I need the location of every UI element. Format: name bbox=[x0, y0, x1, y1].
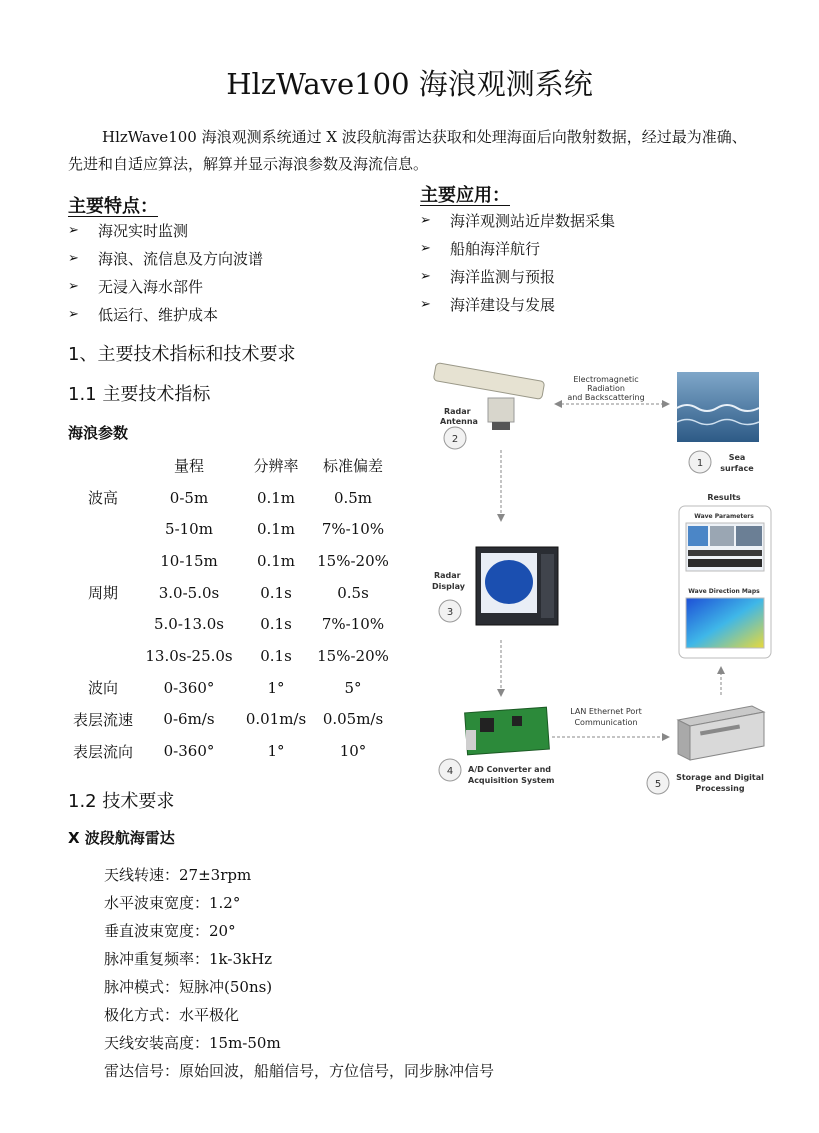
table-row bbox=[68, 482, 394, 514]
header-empty bbox=[68, 450, 138, 482]
feature-item: ➢ 低运行、维护成本 bbox=[68, 301, 263, 329]
cell-range: 10-15m bbox=[160, 551, 218, 570]
row-label: 波高 bbox=[87, 489, 118, 508]
wave-params-table bbox=[68, 450, 394, 767]
row-label bbox=[68, 545, 138, 577]
application-item: ➢ 船舶海洋航行 bbox=[420, 235, 615, 263]
table-row bbox=[68, 735, 394, 767]
cell-range: 0-360° bbox=[163, 678, 215, 697]
cell-resolution: 1° bbox=[267, 678, 285, 697]
cell-std: 15%-20% bbox=[317, 551, 389, 570]
radar-spec-item: 脉冲重复频率：1k-3kHz bbox=[104, 950, 273, 968]
table-row bbox=[68, 640, 394, 672]
cell-std: 0.5m bbox=[333, 488, 373, 507]
storage-label-2: Processing bbox=[695, 784, 745, 793]
row-label bbox=[68, 608, 138, 640]
applications-heading: 主要应用： bbox=[420, 185, 510, 206]
wave-dir-panel-title: Wave Direction Maps bbox=[688, 588, 760, 595]
header-resolution: 分辨率 bbox=[253, 457, 299, 476]
row-label: 周期 bbox=[87, 584, 118, 603]
cell-range: 5.0-13.0s bbox=[153, 615, 225, 634]
cell-range: 3.0-5.0s bbox=[158, 583, 220, 602]
cell-resolution: 0.1s bbox=[260, 583, 292, 602]
sea-surface-image bbox=[677, 372, 759, 442]
ad-converter-board-icon bbox=[465, 707, 550, 755]
wave-params-chart bbox=[686, 523, 764, 571]
cell-std: 5° bbox=[344, 678, 362, 697]
table-row bbox=[68, 672, 394, 704]
header-std: 标准偏差 bbox=[322, 457, 383, 476]
features-list bbox=[68, 217, 263, 329]
application-item: ➢ 海洋观测站近岸数据采集 bbox=[420, 207, 615, 235]
storage-label-1: Storage and Digital bbox=[676, 773, 764, 782]
features-heading: 主要特点： bbox=[68, 196, 158, 217]
row-label: 表层流向 bbox=[72, 742, 133, 761]
cell-resolution: 0.1s bbox=[260, 615, 292, 634]
row-label: 波向 bbox=[87, 679, 118, 698]
row-label: 表层流速 bbox=[72, 710, 133, 729]
radar-spec-item: 脉冲模式：短脉冲(50ns) bbox=[104, 978, 273, 996]
cell-range: 0-360° bbox=[163, 742, 215, 761]
applications-list bbox=[420, 207, 615, 319]
radar-heading: X 波段航海雷达 bbox=[68, 829, 175, 847]
cell-range: 5-10m bbox=[165, 520, 213, 539]
antenna-label-2: Antenna bbox=[440, 417, 478, 426]
radar-display-icon bbox=[476, 547, 558, 625]
header-range: 量程 bbox=[173, 457, 204, 476]
wave-params-heading: 海浪参数 bbox=[68, 424, 129, 442]
sea-label-2: surface bbox=[720, 464, 754, 473]
table-row bbox=[68, 704, 394, 736]
ad-label-2: Acquisition System bbox=[468, 776, 555, 785]
lan-label-2: Communication bbox=[574, 718, 638, 727]
antenna-num: 2 bbox=[451, 434, 459, 445]
cell-std: 10° bbox=[339, 742, 367, 761]
radar-spec-item: 极化方式：水平极化 bbox=[104, 1006, 240, 1024]
display-label-1: Radar bbox=[434, 571, 461, 580]
cell-std: 0.05m/s bbox=[322, 710, 384, 729]
page-title: HlzWave100 海浪观测系统 bbox=[226, 67, 593, 101]
cell-resolution: 0.1m bbox=[256, 488, 296, 507]
radar-spec-item: 雷达信号：原始回波，船艏信号，方位信号，同步脉冲信号 bbox=[104, 1062, 495, 1080]
radar-spec-item: 水平波束宽度：1.2° bbox=[104, 894, 241, 912]
cell-resolution: 0.1s bbox=[260, 646, 292, 665]
cell-resolution: 1° bbox=[267, 742, 285, 761]
lan-label-1: LAN Ethernet Port bbox=[570, 707, 642, 716]
cell-range: 13.0s-25.0s bbox=[145, 646, 233, 665]
radar-spec-list bbox=[104, 861, 494, 1085]
results-title: Results bbox=[707, 493, 741, 502]
section-1-heading: 1、主要技术指标和技术要求 bbox=[68, 344, 296, 365]
section-1-1-heading: 1.1 主要技术指标 bbox=[68, 384, 211, 405]
em-label-3: and Backscattering bbox=[567, 393, 645, 402]
radar-spec-item: 垂直波束宽度：20° bbox=[104, 922, 236, 940]
cell-resolution: 0.01m/s bbox=[245, 710, 307, 729]
cell-std: 15%-20% bbox=[317, 646, 389, 665]
cell-std: 7%-10% bbox=[321, 615, 385, 634]
display-num: 3 bbox=[446, 607, 454, 618]
cell-range: 0-6m/s bbox=[163, 710, 215, 729]
application-item: ➢ 海洋监测与预报 bbox=[420, 263, 615, 291]
feature-item: ➢ 海况实时监测 bbox=[68, 217, 263, 245]
cell-resolution: 0.1m bbox=[256, 520, 296, 539]
system-diagram bbox=[420, 360, 780, 810]
section-1-2-heading: 1.2 技术要求 bbox=[68, 791, 175, 812]
display-label-2: Display bbox=[432, 582, 465, 591]
table-row bbox=[68, 608, 394, 640]
ad-label-1: A/D Converter and bbox=[468, 765, 551, 774]
table-row bbox=[68, 545, 394, 577]
feature-item: ➢ 无浸入海水部件 bbox=[68, 273, 263, 301]
radar-spec-item: 天线转速：27±3rpm bbox=[104, 866, 252, 884]
radar-spec-item: 天线安装高度：15m-50m bbox=[104, 1034, 281, 1052]
antenna-label-1: Radar bbox=[444, 407, 471, 416]
ad-num: 4 bbox=[446, 766, 454, 777]
feature-item: ➢ 海浪、流信息及方向波谱 bbox=[68, 245, 263, 273]
cell-resolution: 0.1m bbox=[256, 551, 296, 570]
storage-num: 5 bbox=[654, 779, 662, 790]
wave-params-panel-title: Wave Parameters bbox=[694, 513, 754, 520]
sea-label-1: Sea bbox=[728, 453, 746, 462]
server-icon bbox=[678, 706, 764, 760]
intro-paragraph: HlzWave100 海浪观测系统通过 X 波段航海雷达获取和处理海面后向散射数据，经过最为准确、先进和自适应算法，解算并显示海浪参数及海流信息。 bbox=[68, 128, 747, 173]
cell-std: 0.5s bbox=[337, 583, 369, 602]
application-item: ➢ 海洋建设与发展 bbox=[420, 291, 615, 319]
table-header-row bbox=[68, 450, 394, 482]
table-row bbox=[68, 577, 394, 609]
cell-std: 7%-10% bbox=[321, 520, 385, 539]
em-label-1: Electromagnetic bbox=[573, 375, 639, 384]
row-label bbox=[68, 513, 138, 545]
em-label-2: Radiation bbox=[587, 384, 625, 393]
wave-direction-heatmap bbox=[686, 598, 764, 648]
table-row bbox=[68, 513, 394, 545]
sea-num: 1 bbox=[696, 458, 704, 469]
row-label bbox=[68, 640, 138, 672]
cell-range: 0-5m bbox=[169, 488, 209, 507]
